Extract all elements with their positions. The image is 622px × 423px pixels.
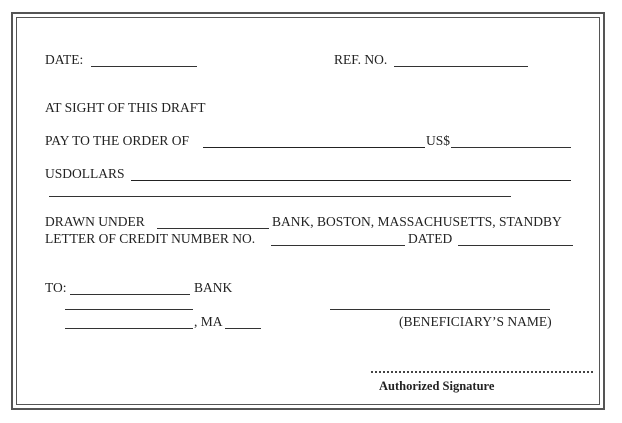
usdollars-label: USDOLLARS	[45, 166, 125, 181]
signature-field[interactable]	[371, 371, 593, 373]
dated-field[interactable]	[458, 245, 573, 246]
to-label: TO:	[45, 280, 67, 295]
zip-field[interactable]	[225, 328, 261, 329]
loc-number-field[interactable]	[271, 245, 405, 246]
ref-no-field[interactable]	[394, 66, 528, 67]
usd-symbol-label: US$	[426, 133, 451, 148]
payee-field[interactable]	[203, 147, 425, 148]
ma-label: , MA	[194, 314, 223, 329]
bank-boston-text: BANK, BOSTON, MASSACHUSETTS, STANDBY	[272, 214, 562, 229]
city-field[interactable]	[65, 328, 193, 329]
pay-to-label: PAY TO THE ORDER OF	[45, 133, 190, 148]
drawn-under-label: DRAWN UNDER	[45, 214, 145, 229]
bank-label: BANK	[194, 280, 233, 295]
authorized-signature-label: Authorized Signature	[379, 379, 495, 393]
ref-no-label: REF. NO.	[334, 52, 388, 67]
drawn-under-field[interactable]	[157, 228, 269, 229]
inner-border	[16, 17, 600, 405]
at-sight-text: AT SIGHT OF THIS DRAFT	[45, 100, 206, 115]
date-label: DATE:	[45, 52, 84, 67]
beneficiary-label: (BENEFICIARY’S NAME)	[399, 314, 552, 329]
beneficiary-name-field[interactable]	[330, 309, 550, 310]
amount-words-field-2[interactable]	[49, 196, 511, 197]
dated-label: DATED	[408, 231, 453, 246]
amount-field[interactable]	[451, 147, 571, 148]
address-field[interactable]	[65, 309, 193, 310]
loc-number-label: LETTER OF CREDIT NUMBER NO.	[45, 231, 256, 246]
to-bank-field[interactable]	[70, 294, 190, 295]
date-field[interactable]	[91, 66, 197, 67]
amount-words-field[interactable]	[131, 180, 571, 181]
